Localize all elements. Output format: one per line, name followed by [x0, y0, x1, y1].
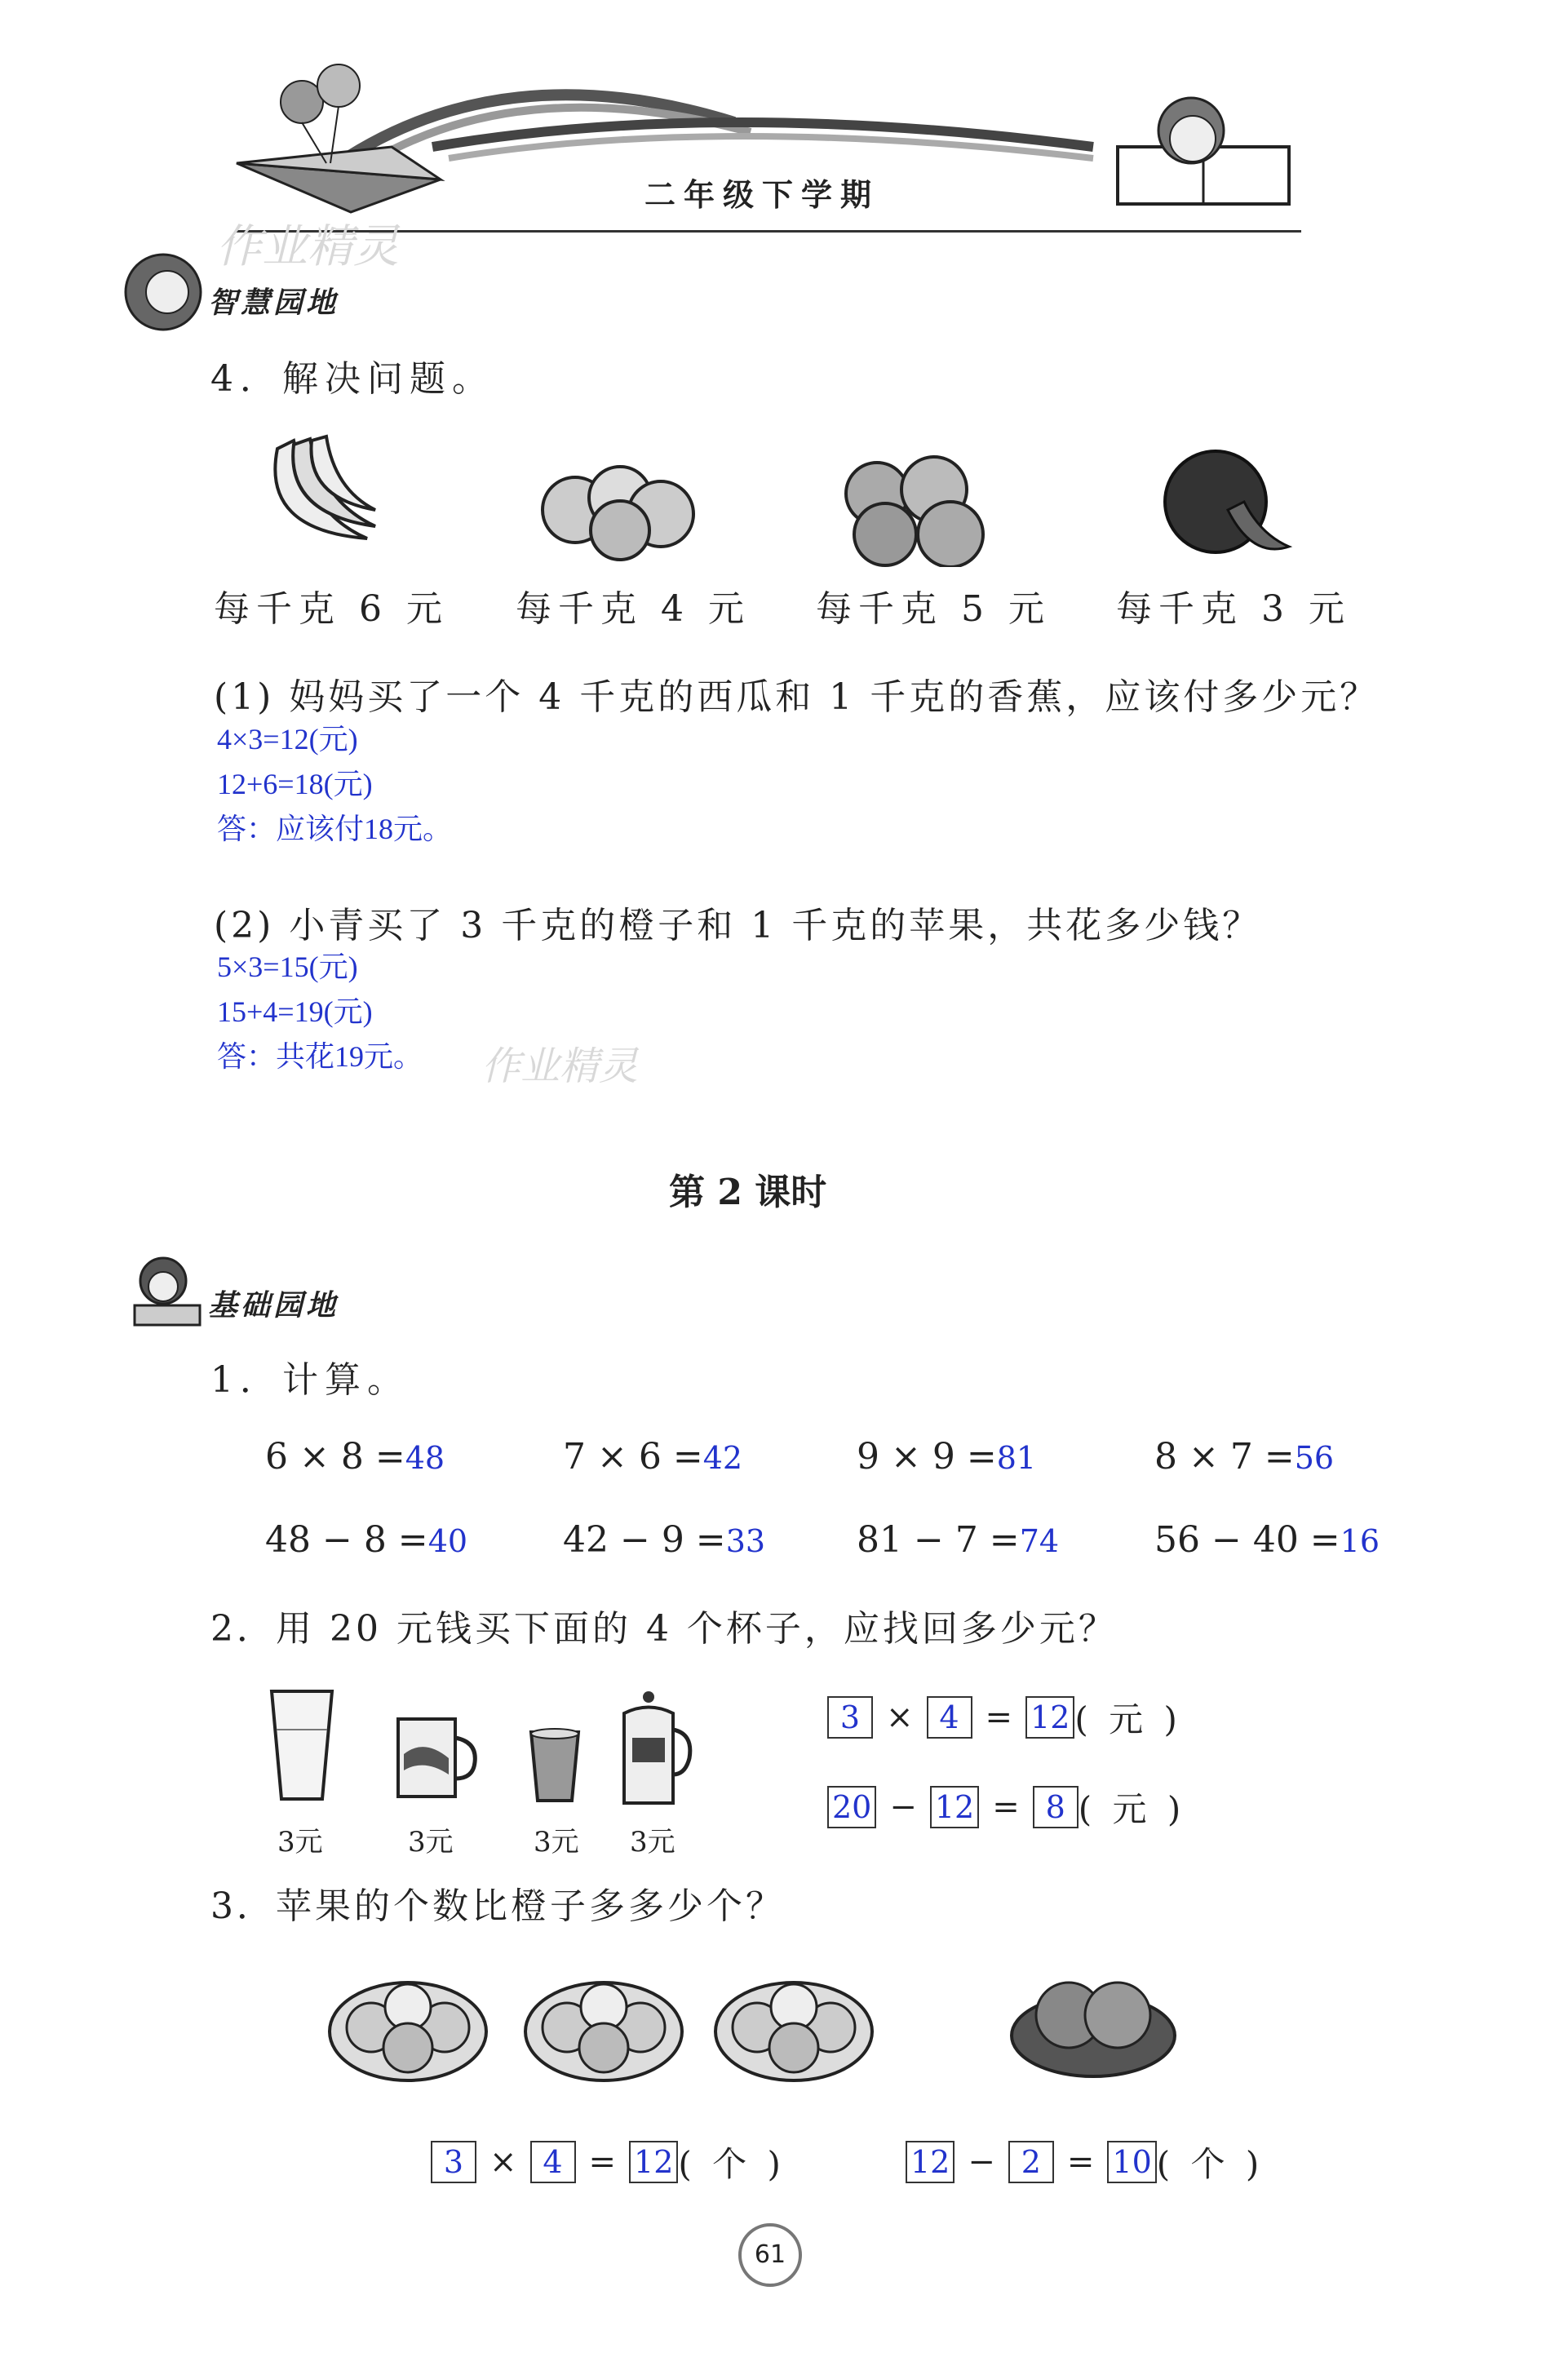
operator: − — [889, 1788, 917, 1826]
apple-plate-icon — [326, 1958, 489, 2085]
calc-expression: 9 × 9 = — [857, 1436, 997, 1478]
calc-answer: 33 — [725, 1523, 766, 1559]
small-cup-icon — [526, 1726, 583, 1807]
oranges-icon — [836, 453, 1008, 567]
answer-4-2-line2: 15+4=19(元) — [217, 995, 373, 1028]
calc-expression: 42 − 9 = — [563, 1519, 726, 1561]
price-watermelon: 每千克 3 元 — [1116, 588, 1351, 630]
student-writing-icon — [126, 1252, 208, 1334]
calc-item — [1154, 1436, 1334, 1478]
answer-box[interactable]: 12 — [930, 1786, 979, 1828]
question-4-title: 4．解决问题。 — [210, 358, 494, 400]
equals-sign: = — [985, 1699, 1013, 1736]
mug-icon — [392, 1709, 481, 1807]
calc-expression: 81 − 7 = — [857, 1519, 1020, 1561]
answer-box[interactable]: 4 — [530, 2141, 576, 2183]
calc-expression: 8 × 7 = — [1154, 1436, 1295, 1478]
answer-4-1-line2: 12+6=18(元) — [217, 768, 373, 800]
calc-item — [1154, 1519, 1380, 1561]
equals-sign: = — [588, 2143, 617, 2181]
calc-answer: 74 — [1019, 1523, 1060, 1559]
calc-item — [265, 1436, 445, 1478]
answer-4-2-line1: 5×3=15(元) — [217, 950, 358, 983]
cup-price: 3元 — [534, 1826, 579, 1859]
price-banana: 每千克 6 元 — [214, 588, 449, 630]
equals-sign: = — [992, 1788, 1020, 1826]
section-label-wisdom: 智慧园地 — [208, 286, 339, 320]
unit-label: ( 个 ) — [1156, 2144, 1265, 2184]
answer-4-1-line1: 4×3=12(元) — [217, 723, 358, 755]
answer-box[interactable]: 3 — [827, 1696, 873, 1739]
price-apple: 每千克 4 元 — [516, 588, 751, 630]
answer-box[interactable]: 12 — [1025, 1696, 1074, 1739]
page-number: 61 — [738, 2223, 802, 2287]
calc-item — [563, 1436, 742, 1478]
calc-answer: 56 — [1294, 1440, 1335, 1476]
answer-4-2-line3: 答：共花19元。 — [217, 1040, 423, 1073]
student-avatar-icon — [122, 251, 204, 333]
operator: × — [489, 2143, 517, 2181]
calc-answer: 42 — [702, 1440, 743, 1476]
apple-plate-icon — [712, 1958, 875, 2085]
calc-item — [857, 1519, 1059, 1561]
question-1-title: 1．计算。 — [210, 1359, 410, 1401]
answer-box[interactable]: 2 — [1008, 2141, 1054, 2183]
unit-label: ( 元 ) — [1078, 1789, 1186, 1829]
answer-box[interactable]: 12 — [906, 2141, 955, 2183]
cup-price: 3元 — [408, 1826, 454, 1859]
equation-q3-1 — [431, 2138, 786, 2187]
equals-sign: = — [1066, 2143, 1095, 2181]
calc-expression: 48 − 8 = — [265, 1519, 428, 1561]
calc-expression: 56 − 40 = — [1154, 1519, 1340, 1561]
calc-answer: 81 — [996, 1440, 1037, 1476]
answer-box[interactable]: 8 — [1033, 1786, 1079, 1828]
equation-q2-1 — [827, 1693, 1182, 1742]
calc-answer: 48 — [405, 1440, 445, 1476]
operator: − — [968, 2143, 995, 2181]
apple-plate-icon — [522, 1958, 685, 2085]
cup-price: 3元 — [277, 1826, 323, 1859]
calc-expression: 6 × 8 = — [265, 1436, 405, 1478]
answer-box[interactable]: 4 — [927, 1696, 972, 1739]
answer-box[interactable]: 12 — [629, 2141, 678, 2183]
equation-q2-2 — [827, 1783, 1185, 1832]
question-4-2: (2) 小青买了 3 千克的橙子和 1 千克的苹果，共花多少钱？ — [214, 905, 1262, 946]
section-label-basics: 基础园地 — [208, 1289, 339, 1323]
watermark-2: 作业精灵 — [481, 1043, 639, 1089]
lesson-title: 第 2 课时 — [669, 1172, 827, 1213]
glass-cup-icon — [265, 1685, 339, 1807]
question-2-title: 2．用 20 元钱买下面的 4 个杯子，应找回多少元？ — [210, 1608, 1118, 1650]
calc-item — [265, 1519, 467, 1561]
header-title: 二年级下学期 — [644, 177, 880, 213]
unit-label: ( 元 ) — [1074, 1699, 1182, 1739]
calc-answer: 40 — [427, 1523, 468, 1559]
calc-item — [857, 1436, 1036, 1478]
calc-item — [563, 1519, 765, 1561]
apples-icon — [538, 449, 702, 563]
answer-box[interactable]: 10 — [1107, 2141, 1156, 2183]
cup-price: 3元 — [630, 1826, 675, 1859]
unit-label: ( 个 ) — [678, 2144, 786, 2184]
price-orange: 每千克 5 元 — [816, 588, 1051, 630]
calc-answer: 16 — [1340, 1523, 1380, 1559]
answer-box[interactable]: 20 — [827, 1786, 876, 1828]
calc-expression: 7 × 6 = — [563, 1436, 703, 1478]
answer-4-1-line3: 答：应该付18元。 — [217, 813, 453, 845]
question-4-1: (1) 妈妈买了一个 4 千克的西瓜和 1 千克的香蕉，应该付多少元？ — [214, 676, 1380, 718]
question-3-title: 3．苹果的个数比橙子多多少个？ — [210, 1885, 785, 1927]
orange-plate-icon — [1008, 1958, 1179, 2080]
watermark: 作业精灵 — [216, 220, 399, 273]
operator: × — [886, 1699, 914, 1736]
banana-icon — [261, 432, 383, 555]
equation-q3-2 — [906, 2138, 1264, 2187]
answer-box[interactable]: 3 — [431, 2141, 476, 2183]
teapot-cup-icon — [612, 1689, 693, 1811]
watermelon-icon — [1154, 445, 1293, 567]
